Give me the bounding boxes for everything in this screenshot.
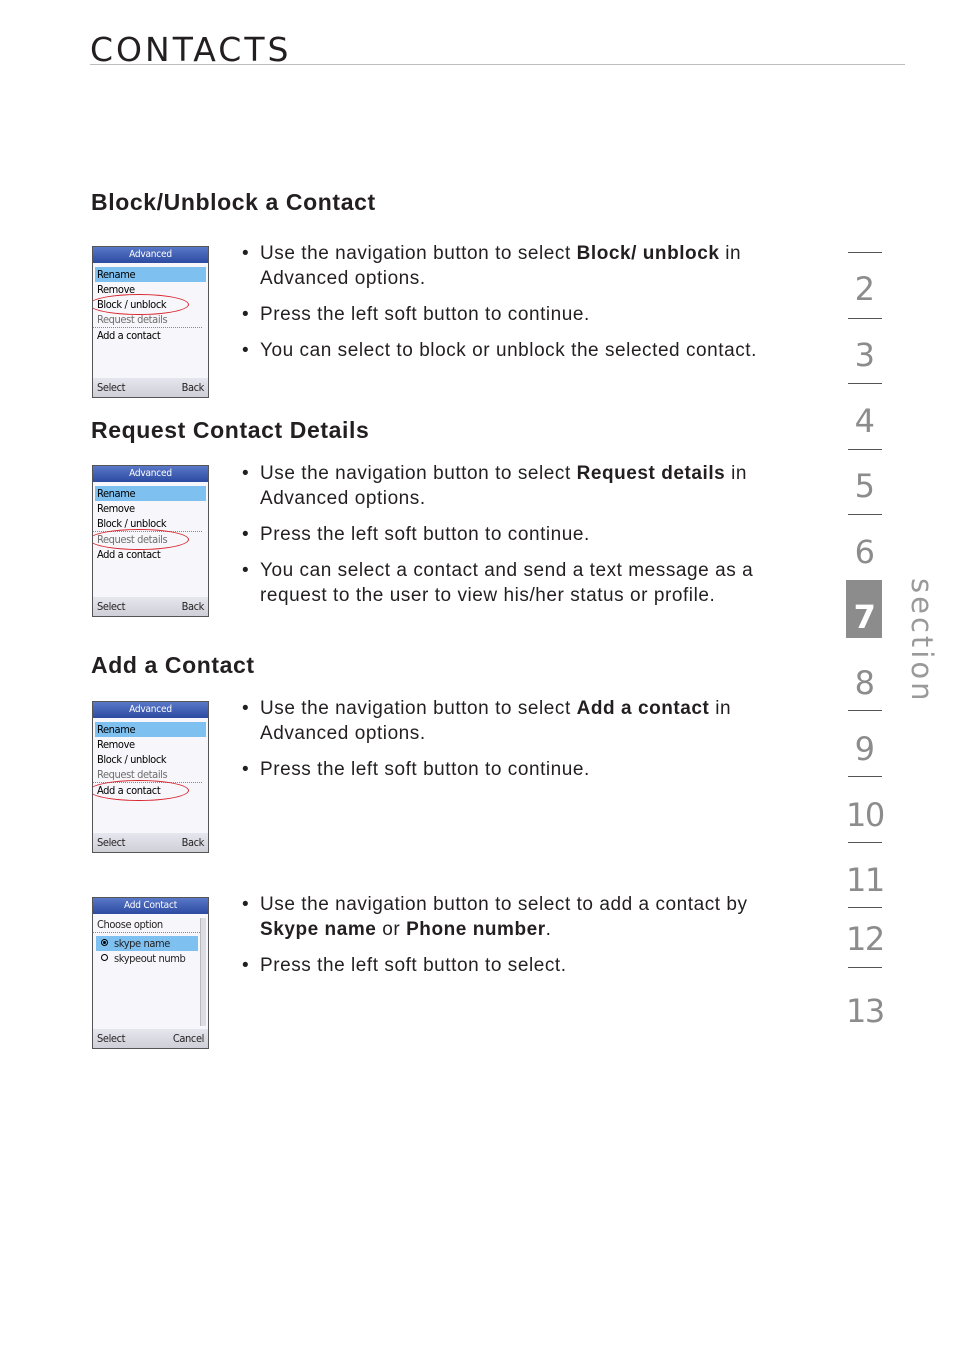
scrollbar xyxy=(200,918,206,1026)
soft-key-left: Select xyxy=(97,381,126,394)
radio-option-skypeout: skypeout numb xyxy=(93,951,208,966)
section-label: section xyxy=(905,578,939,704)
section-link-7-active[interactable]: 7 xyxy=(846,580,882,638)
radio-empty-icon xyxy=(101,954,108,961)
bullet-item: • Use the navigation button to select Block/ unblock in Advanced options. xyxy=(242,241,787,291)
menu-item-rename: Rename xyxy=(95,267,206,282)
section-link-9[interactable]: 9 xyxy=(854,730,874,768)
soft-key-bar xyxy=(93,1029,208,1048)
soft-key-bar xyxy=(93,597,208,616)
soft-key-right: Cancel xyxy=(172,1032,204,1045)
section-link-4[interactable]: 4 xyxy=(854,402,874,440)
section-link-3[interactable]: 3 xyxy=(854,336,874,374)
bullet-item: • You can select a contact and send a text message as a request to the user to view his/her status or profile. xyxy=(242,558,787,608)
phone-screenshot-add-contact xyxy=(92,701,209,853)
section-link-11[interactable]: 11 xyxy=(846,861,884,899)
index-rule xyxy=(848,967,882,968)
bullets-choose-option xyxy=(242,892,787,989)
bullet-item: • Press the left soft button to continue. xyxy=(242,522,787,547)
phone-screenshot-block-unblock xyxy=(92,246,209,398)
bullets-block-unblock xyxy=(242,241,787,374)
section-link-2[interactable]: 2 xyxy=(854,270,874,308)
phone-screenshot-choose-option xyxy=(92,897,209,1049)
radio-selected-icon xyxy=(101,939,108,946)
menu-item-request-details: Request details xyxy=(93,532,208,547)
section-link-13[interactable]: 13 xyxy=(846,992,884,1030)
soft-key-bar xyxy=(93,833,208,852)
index-rule xyxy=(848,318,882,319)
menu-item-remove: Remove xyxy=(97,738,135,751)
phone-title: Add Contact xyxy=(93,898,208,914)
section-link-6[interactable]: 6 xyxy=(854,533,874,571)
soft-key-left: Select xyxy=(97,836,126,849)
menu-item-rename: Rename xyxy=(95,486,206,501)
bullet-item: • Press the left soft button to continue. xyxy=(242,757,787,782)
heading-request-details: Request Contact Details xyxy=(91,417,370,443)
option-heading: Choose option xyxy=(93,917,202,933)
index-rule xyxy=(848,842,882,843)
bullet-item: • Use the navigation button to select Request details in Advanced options. xyxy=(242,461,787,511)
heading-add-contact: Add a Contact xyxy=(91,652,255,678)
menu-item-add-contact: Add a contact xyxy=(97,329,161,342)
soft-key-left: Select xyxy=(97,1032,126,1045)
bullet-item: • Press the left soft button to select. xyxy=(242,953,787,978)
bullet-item: • You can select to block or unblock the selected contact. xyxy=(242,338,787,363)
menu-item-remove: Remove xyxy=(97,283,135,296)
bullet-item: • Press the left soft button to continue. xyxy=(242,302,787,327)
bullets-add-contact xyxy=(242,696,787,793)
index-rule xyxy=(848,776,882,777)
index-rule xyxy=(848,449,882,450)
bullets-request-details xyxy=(242,461,787,619)
index-rule xyxy=(848,252,882,253)
phone-screenshot-request-details xyxy=(92,465,209,617)
soft-key-bar xyxy=(93,378,208,397)
menu-item-add-contact: Add a contact xyxy=(97,548,161,561)
menu-item-request-details: Request details xyxy=(93,767,202,783)
soft-key-left: Select xyxy=(97,600,126,613)
phone-title: Advanced xyxy=(93,247,208,263)
bullet-item: • Use the navigation button to select to add a contact by Skype name or Phone number. xyxy=(242,892,787,942)
index-rule xyxy=(848,383,882,384)
radio-option-skype-name: skype name xyxy=(96,936,198,951)
title-rule xyxy=(90,64,905,65)
phone-title: Advanced xyxy=(93,702,208,718)
soft-key-right: Back xyxy=(181,600,204,613)
section-link-12[interactable]: 12 xyxy=(846,920,884,958)
heading-block-unblock: Block/Unblock a Contact xyxy=(91,189,376,215)
soft-key-right: Back xyxy=(181,836,204,849)
section-link-10[interactable]: 10 xyxy=(846,796,884,834)
menu-item-request-details: Request details xyxy=(93,312,202,328)
page-title: CONTACTS xyxy=(90,30,292,69)
index-rule xyxy=(848,514,882,515)
menu-item-block-unblock: Block / unblock xyxy=(97,753,167,766)
bullet-item: • Use the navigation button to select Add a contact in Advanced options. xyxy=(242,696,787,746)
soft-key-right: Back xyxy=(181,381,204,394)
phone-title: Advanced xyxy=(93,466,208,482)
menu-item-block-unblock: Block / unblock xyxy=(93,516,202,532)
menu-item-add-contact: Add a contact xyxy=(93,783,208,798)
section-link-5[interactable]: 5 xyxy=(854,467,874,505)
menu-item-remove: Remove xyxy=(97,502,135,515)
section-link-8[interactable]: 8 xyxy=(854,664,874,702)
index-rule xyxy=(848,907,882,908)
menu-item-block-unblock: Block / unblock xyxy=(93,297,208,312)
menu-item-rename: Rename xyxy=(95,722,206,737)
index-rule xyxy=(848,710,882,711)
